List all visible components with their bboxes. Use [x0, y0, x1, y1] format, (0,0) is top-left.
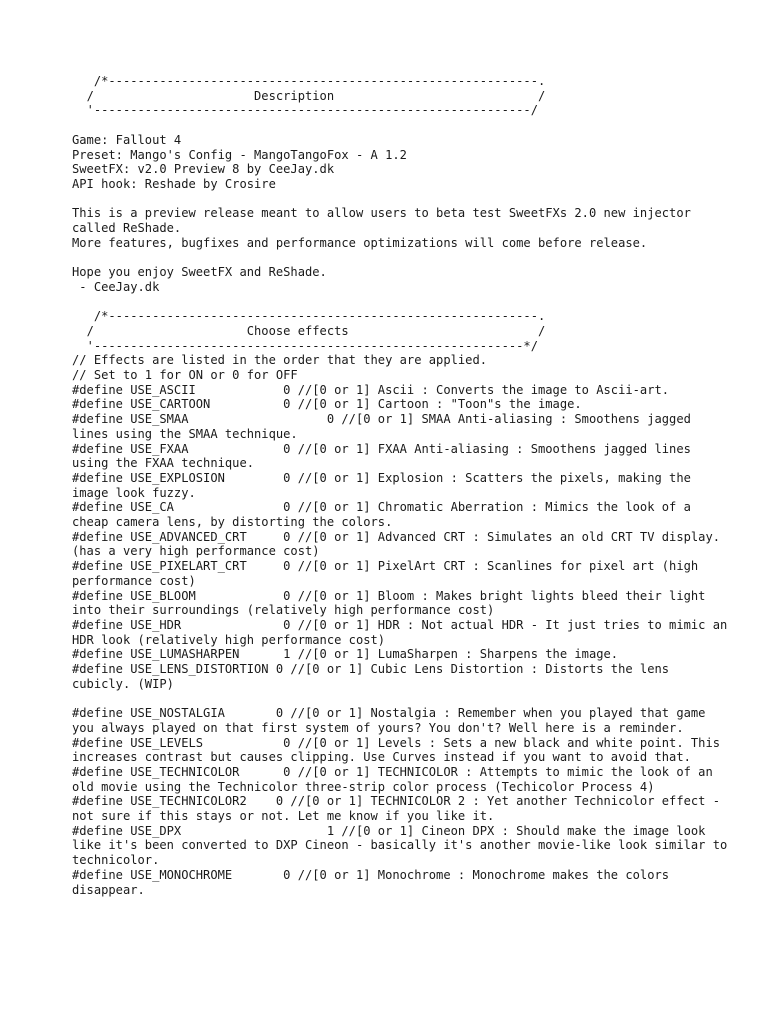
- define-use-monochrome: #define USE_MONOCHROME 0 //[0 or 1] Monochrome : Monochrome makes the colors disappear.: [72, 867, 677, 897]
- header-box-bottom: '------------------------------------------------------------/: [72, 103, 538, 118]
- header-box-top: /*-----------------------------------------------------------.: [72, 74, 546, 88]
- signature-line: - CeeJay.dk: [72, 279, 160, 294]
- define-use-cartoon: #define USE_CARTOON 0 //[0 or 1] Cartoon : "Toon"s the image.: [72, 397, 582, 412]
- blank-line: [72, 295, 728, 310]
- define-use-fxaa: #define USE_FXAA 0 //[0 or 1] FXAA Anti-aliasing : Smoothens jagged lines using the FXAA technique.: [72, 441, 699, 471]
- header-box-title: / Description /: [72, 88, 546, 103]
- effects-box-top: /*-----------------------------------------------------------.: [72, 309, 546, 324]
- game-line: Game: Fallout 4: [72, 132, 182, 147]
- define-use-technicolor: #define USE_TECHNICOLOR 0 //[0 or 1] TECHNICOLOR : Attempts to mimic the look of an old movie using the Technicolor three-strip color process (Techicolor Process 4): [72, 764, 721, 794]
- define-use-dpx: #define USE_DPX 1 //[0 or 1] Cineon DPX : Should make the image look like it's been converted to DXP Cineon - basically it's another movie-like look similar to technicolor.: [72, 823, 735, 868]
- define-use-ascii: #define USE_ASCII 0 //[0 or 1] Ascii : Converts the image to Ascii-art.: [72, 382, 670, 397]
- api-hook-line: API hook: Reshade by Crosire: [72, 176, 276, 191]
- intro-paragraph: This is a preview release meant to allow users to beta test SweetFXs 2.0 new injector called ReShade.: [72, 206, 699, 235]
- define-use-bloom: #define USE_BLOOM 0 //[0 or 1] Bloom : Makes bright lights bleed their light into their surroundings (relatively high performance cost): [72, 588, 713, 618]
- define-use-levels: #define USE_LEVELS 0 //[0 or 1] Levels : Sets a new black and white point. This increases contrast but causes clipping. Use Curves instead if you want to avoid that.: [72, 735, 728, 765]
- define-use-advanced-crt: #define USE_ADVANCED_CRT 0 //[0 or 1] Advanced CRT : Simulates an old CRT TV display. (has a very high performance cost): [72, 529, 728, 559]
- define-use-technicolor2: #define USE_TECHNICOLOR2 0 //[0 or 1] TECHNICOLOR 2 : Yet another Technicolor effect - not sure if this stays or not. Let me know if you like it.: [72, 794, 728, 824]
- define-use-explosion: #define USE_EXPLOSION 0 //[0 or 1] Explosion : Scatters the pixels, making the image look fuzzy.: [72, 470, 699, 500]
- define-use-hdr: #define USE_HDR 0 //[0 or 1] HDR : Not actual HDR - It just tries to mimic an HDR look (relatively high performance cost): [72, 617, 735, 647]
- sweetfx-line: SweetFX: v2.0 Preview 8 by CeeJay.dk: [72, 162, 335, 177]
- blank-line: [72, 192, 728, 207]
- blank-line: [72, 118, 728, 133]
- comment-line: // Set to 1 for ON or 0 for OFF: [72, 368, 298, 382]
- intro-paragraph-2: More features, bugfixes and performance optimizations will come before release.: [72, 235, 648, 250]
- define-use-smaa: #define USE_SMAA 0 //[0 or 1] SMAA Anti-aliasing : Smoothens jagged lines using the SMAA technique.: [72, 412, 699, 441]
- define-use-pixelart-crt: #define USE_PIXELART_CRT 0 //[0 or 1] PixelArt CRT : Scanlines for pixel art (high performance cost): [72, 559, 706, 588]
- blank-line: [72, 691, 728, 706]
- comment-line: // Effects are listed in the order that they are applied.: [72, 353, 488, 368]
- define-use-nostalgia: #define USE_NOSTALGIA 0 //[0 or 1] Nostalgia : Remember when you played that game you always played on that first system of yours? You don't? Well here is a reminder.: [72, 706, 713, 735]
- define-use-lumasharpen: #define USE_LUMASHARPEN 1 //[0 or 1] LumaSharpen : Sharpens the image.: [72, 647, 619, 662]
- define-use-lens-distortion: #define USE_LENS_DISTORTION 0 //[0 or 1] Cubic Lens Distortion : Distorts the lens cubicly. (WIP): [72, 662, 677, 691]
- effects-box-bottom: '-----------------------------------------------------------*/: [72, 338, 538, 353]
- blank-line: [72, 250, 728, 265]
- preset-line: Preset: Mango's Config - MangoTangoFox - A 1.2: [72, 147, 407, 162]
- effects-box-title: / Choose effects /: [72, 323, 546, 338]
- define-use-ca: #define USE_CA 0 //[0 or 1] Chromatic Aberration : Mimics the look of a cheap camera lens, by distorting the colors.: [72, 500, 699, 530]
- greeting-line: Hope you enjoy SweetFX and ReShade.: [72, 265, 327, 280]
